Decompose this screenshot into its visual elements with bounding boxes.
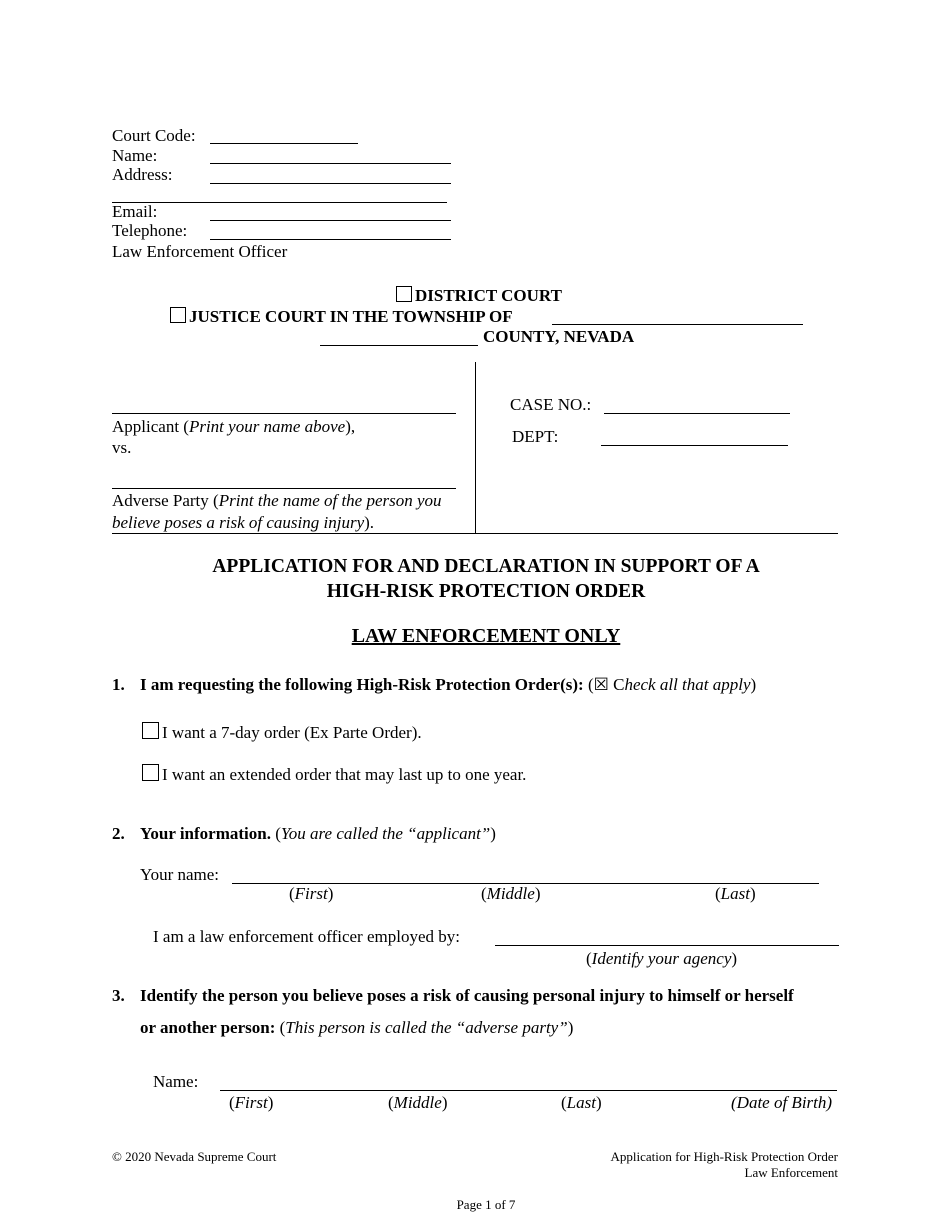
- your-name-label: Your name:: [140, 865, 220, 884]
- footer-form-title-2: Law Enforcement: [744, 1165, 838, 1180]
- dept-label: DEPT:: [512, 427, 559, 446]
- section2-number: 2.: [112, 824, 125, 843]
- district-court-option[interactable]: [396, 286, 562, 306]
- address-field-2[interactable]: [112, 202, 447, 203]
- applicant-label: Applicant (Print your name above),: [112, 417, 356, 436]
- section1-heading: I am requesting the following High-Risk Protection Order(s): (☒ Check all that apply): [140, 675, 757, 694]
- adverse-party-label-line1: Adverse Party (Print the name of the person you: [112, 491, 442, 510]
- county-label: COUNTY, NEVADA: [483, 327, 635, 346]
- section2-heading: Your information. (You are called the “applicant”): [140, 824, 496, 843]
- footer-form-title-1: Application for High-Risk Protection Order: [610, 1149, 838, 1164]
- district-court-label: DISTRICT COURT: [415, 286, 562, 305]
- adverse-name-field[interactable]: [220, 1090, 837, 1091]
- agency-field[interactable]: [495, 945, 839, 946]
- checked-box-icon: ☒: [593, 675, 609, 694]
- footer-page-number: Page 1 of 7: [456, 1197, 516, 1212]
- section3-number: 3.: [112, 986, 125, 1005]
- adverse-first-hint: (First): [229, 1093, 274, 1112]
- district-court-checkbox[interactable]: [396, 286, 412, 302]
- justice-court-checkbox[interactable]: [170, 307, 186, 323]
- option-7-day-label: I want a 7-day order (Ex Parte Order).: [162, 723, 422, 742]
- your-name-middle-hint: (Middle): [481, 884, 541, 903]
- applicant-name-field[interactable]: [112, 413, 456, 414]
- section1-number: 1.: [112, 675, 125, 694]
- form-title-line1: APPLICATION FOR AND DECLARATION IN SUPPORT OF A: [212, 556, 760, 577]
- your-name-last-hint: (Last): [715, 884, 756, 903]
- option-7-day-order[interactable]: [142, 722, 422, 743]
- county-field[interactable]: [320, 345, 478, 346]
- employed-by-label: I am a law enforcement officer employed by:: [153, 927, 460, 946]
- adverse-dob-hint: (Date of Birth): [731, 1093, 833, 1112]
- section3-heading-line2: or another person: (This person is called the “adverse party”): [140, 1018, 574, 1037]
- option-extended-order[interactable]: [142, 764, 526, 785]
- option-extended-label: I want an extended order that may last up to one year.: [162, 765, 527, 784]
- form-subtitle: LAW ENFORCEMENT ONLY: [351, 625, 621, 647]
- email-field[interactable]: [210, 220, 451, 221]
- adverse-party-label-line2: believe poses a risk of causing injury).: [112, 513, 375, 532]
- option-7-day-checkbox[interactable]: [142, 722, 159, 739]
- court-code-field[interactable]: [210, 143, 358, 144]
- court-code-label: Court Code:: [112, 126, 196, 145]
- name-field[interactable]: [210, 163, 451, 164]
- officer-role: Law Enforcement Officer: [112, 242, 288, 261]
- adverse-middle-hint: (Middle): [388, 1093, 448, 1112]
- justice-court-label: JUSTICE COURT IN THE TOWNSHIP OF: [189, 307, 513, 326]
- dept-field[interactable]: [601, 445, 788, 446]
- section3-heading-line1: Identify the person you believe poses a risk of causing personal injury to himself or herself: [140, 986, 794, 1005]
- address-label: Address:: [112, 165, 173, 184]
- adverse-name-label: Name:: [153, 1072, 199, 1091]
- versus-label: vs.: [112, 438, 132, 457]
- option-extended-checkbox[interactable]: [142, 764, 159, 781]
- form-title-line2: HIGH-RISK PROTECTION ORDER: [326, 581, 646, 602]
- telephone-label: Telephone:: [112, 221, 188, 240]
- adverse-party-name-field[interactable]: [112, 488, 456, 489]
- your-name-first-hint: (First): [289, 884, 334, 903]
- caption-divider: [475, 362, 476, 534]
- adverse-last-hint: (Last): [561, 1093, 602, 1112]
- case-no-label: CASE NO.:: [510, 395, 592, 414]
- justice-court-option[interactable]: [170, 307, 513, 327]
- agency-hint: (Identify your agency): [586, 949, 738, 968]
- footer-copyright: © 2020 Nevada Supreme Court: [112, 1149, 277, 1164]
- caption-bottom-rule: [112, 533, 838, 534]
- name-label: Name:: [112, 146, 158, 165]
- case-no-field[interactable]: [604, 413, 790, 414]
- township-field[interactable]: [552, 324, 803, 325]
- telephone-field[interactable]: [210, 239, 451, 240]
- email-label: Email:: [112, 202, 158, 221]
- address-field-1[interactable]: [210, 183, 451, 184]
